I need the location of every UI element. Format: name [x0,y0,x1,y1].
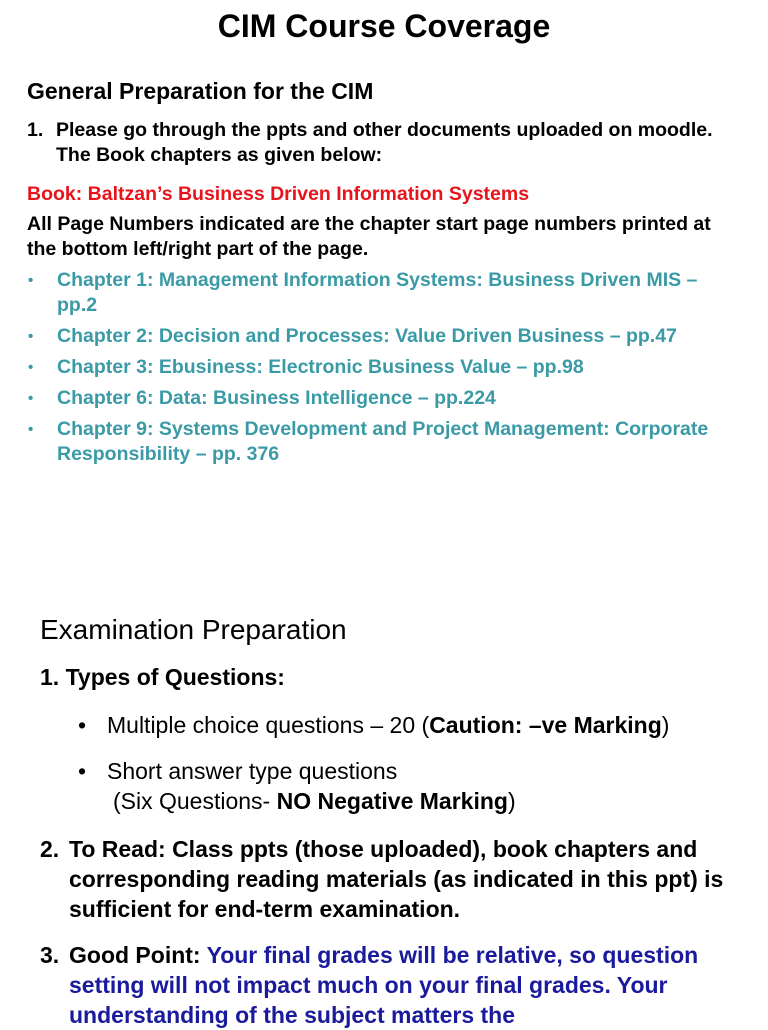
chapter-item [27,268,727,318]
slide-examination-preparation [0,560,768,1028]
book-title: Baltzan’s Business Driven Information Systems [87,183,530,205]
short-answer-detail [107,786,516,816]
short-answer-close: ) [507,788,516,814]
page-number-note: All Page Numbers indicated are the chapter start page numbers printed at the bottom left/right part of the page. [27,213,711,260]
item-number: 3. [40,942,60,968]
item-text: Please go through the ppts and other documents uploaded on moodle. The Book chapters as given below: [56,119,713,166]
chapter-text: Chapter 6: Data: Business Intelligence – pp.224 [57,387,496,409]
bullet-icon: • [78,758,87,784]
chapter-item [27,324,727,349]
to-read-item [40,834,740,924]
bullet-icon: • [28,390,34,407]
section-heading-general-preparation: General Preparation for the CIM [27,78,374,104]
chapter-text: Chapter 3: Ebusiness: Electronic Business Value – pp.98 [57,356,584,378]
section-heading-examination-preparation: Examination Preparation [40,614,347,645]
book-label: Book: [27,183,88,205]
good-point-item [40,940,740,1030]
mcq-text-wrap [107,710,669,740]
short-answer-open: (Six Questions- [113,788,277,814]
negative-marking-caution: Caution: –ve Marking [429,712,662,738]
mcq-bullet [78,710,758,740]
book-reference [27,182,529,207]
bullet-icon: • [78,712,87,738]
item-number: 2. [40,836,60,862]
chapter-item [27,355,727,380]
bullet-icon: • [28,272,34,289]
item-number: 1. [27,119,44,141]
short-answer-wrap [107,756,516,816]
chapter-item [27,386,727,411]
bullet-icon: • [28,359,34,376]
good-point-text: Your final grades will be relative, so question setting will not impact much on your final grades. Your understanding of the subject matters the [69,942,699,1028]
to-read-text: To Read: Class ppts (those uploaded), book chapters and corresponding reading materials (as indicated in this ppt) is sufficient for end-term examination. [69,836,724,922]
good-point-label: Good Point: [69,942,207,968]
types-of-questions-heading: 1. Types of Questions: [40,664,285,690]
chapter-item [27,417,727,467]
good-point-wrap [69,940,740,1030]
mcq-text: Multiple choice questions – 20 ( [107,712,430,738]
chapter-text: Chapter 1: Management Information Systems: Business Driven MIS – pp.2 [57,269,698,316]
short-answer-bullet [78,756,758,816]
bullet-icon: • [28,421,34,438]
slide-title: CIM Course Coverage [217,8,551,44]
chapter-text: Chapter 9: Systems Development and Project Management: Corporate Responsibility – pp. 376 [57,418,709,465]
bullet-icon: • [28,328,34,345]
mcq-close: ) [661,712,670,738]
numbered-item-1 [27,118,727,168]
chapter-text: Chapter 2: Decision and Processes: Value Driven Business – pp.47 [57,325,677,347]
short-answer-text: Short answer type questions [107,758,398,784]
no-negative-marking: NO Negative Marking [276,788,508,814]
chapter-list [27,268,727,473]
